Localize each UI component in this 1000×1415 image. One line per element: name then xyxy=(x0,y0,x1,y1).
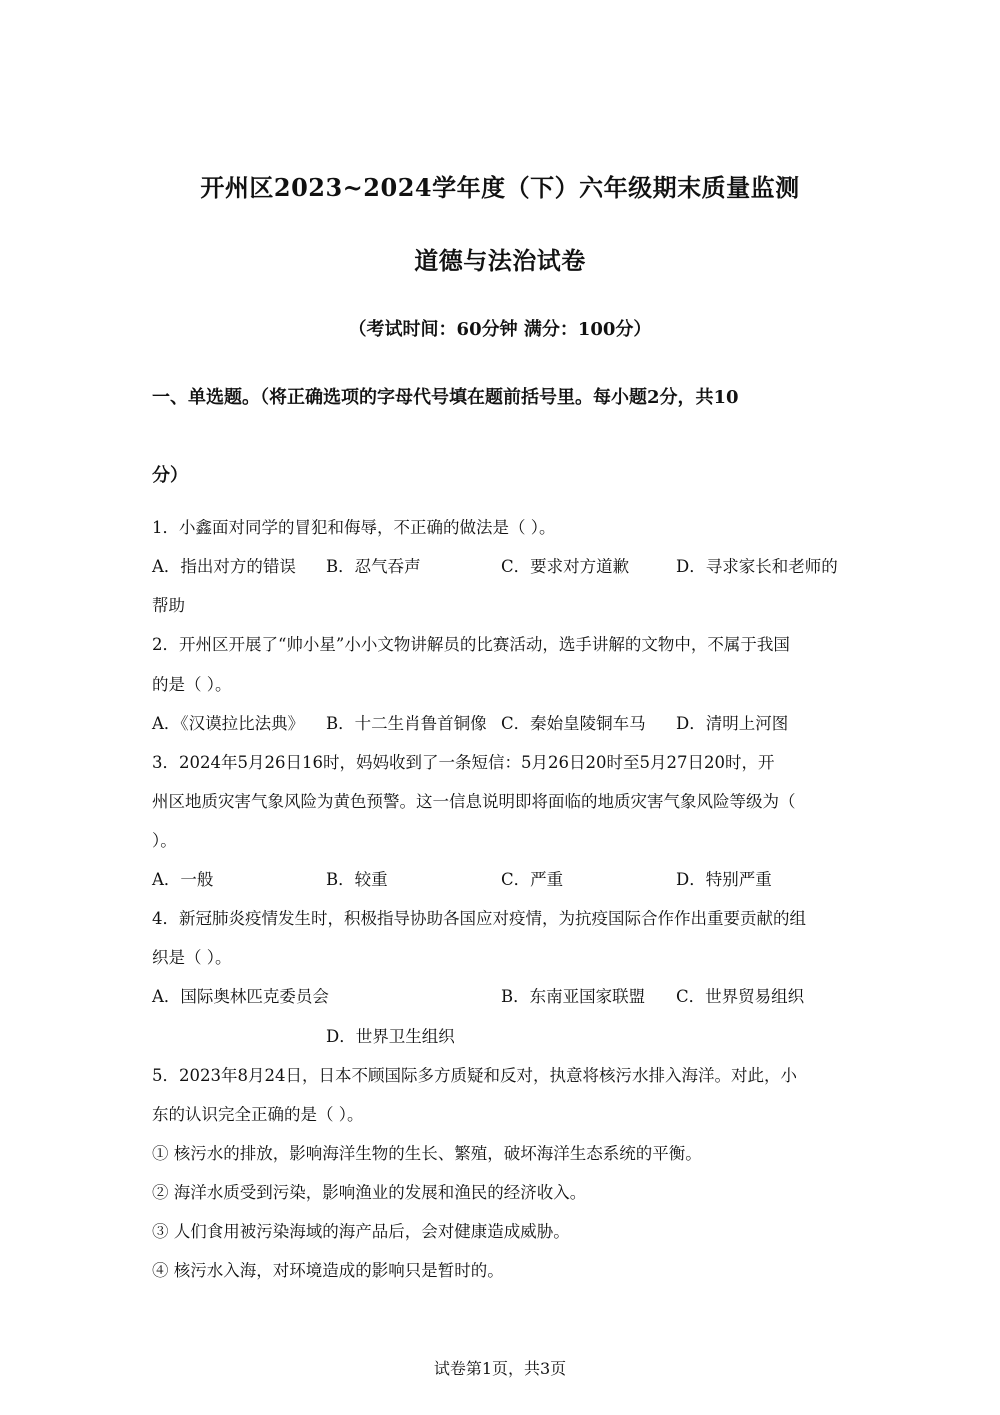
question-1-option-a: A．指出对方的错误 xyxy=(152,557,296,576)
question-3-stem-continued: 州区地质灾害气象风险为黄色预警。这一信息说明即将面临的地质灾害气象风险等级为（ xyxy=(152,792,796,811)
question-3-option-a: A．一般 xyxy=(152,870,214,889)
question-5-statement-1: ① 核污水的排放，影响海洋生物的生长、繁殖，破坏海洋生态系统的平衡。 xyxy=(152,1144,702,1163)
question-1-option-c: C．要求对方道歉 xyxy=(501,557,630,576)
exam-info: （考试时间：60分钟 满分：100分） xyxy=(348,319,652,340)
question-4-stem: 4．新冠肺炎疫情发生时，积极指导协助各国应对疫情，为抗疫国际合作作出重要贡献的组 xyxy=(152,909,806,928)
question-2-option-b: B．十二生肖鲁首铜像 xyxy=(326,714,487,733)
question-4-option-b: B．东南亚国家联盟 xyxy=(501,987,646,1006)
subject-title: 道德与法治试卷 xyxy=(414,246,586,275)
question-3-option-d: D．特别严重 xyxy=(676,870,772,889)
section-heading-continued: 分） xyxy=(152,465,188,486)
question-2-stem-continued: 的是（ ）。 xyxy=(152,675,232,694)
question-4-option-a: A．国际奥林匹克委员会 xyxy=(152,987,329,1006)
page-footer: 试卷第1页，共3页 xyxy=(433,1359,567,1378)
question-3-option-b: B．较重 xyxy=(326,870,388,889)
section-heading: 一、单选题。（将正确选项的字母代号填在题前括号里。每小题2分，共10 xyxy=(152,387,739,408)
question-5-statement-3: ③ 人们食用被污染海域的海产品后，会对健康造成威胁。 xyxy=(152,1222,570,1241)
question-5-statement-4: ④ 核污水入海，对环境造成的影响只是暂时的。 xyxy=(152,1261,504,1280)
question-2-option-d: D．清明上河图 xyxy=(676,714,789,733)
question-1-option-d: D．寻求家长和老师的 xyxy=(676,557,838,576)
question-5-statement-2: ② 海洋水质受到污染，影响渔业的发展和渔民的经济收入。 xyxy=(152,1183,587,1202)
exam-title: 开州区2023~2024学年度（下）六年级期末质量监测 xyxy=(200,173,800,202)
question-5-stem-continued: 东的认识完全正确的是（ ）。 xyxy=(152,1105,364,1124)
question-4-stem-continued: 织是（ ）。 xyxy=(152,948,232,967)
question-3-stem: 3．2024年5月26日16时，妈妈收到了一条短信：5月26日20时至5月27日20时，开 xyxy=(152,753,775,772)
question-4-option-d: D．世界卫生组织 xyxy=(326,1027,455,1046)
question-2-option-a: A．《汉谟拉比法典》 xyxy=(152,714,305,733)
question-2-option-c: C．秦始皇陵铜车马 xyxy=(501,714,646,733)
question-1-stem: 1．小鑫面对同学的冒犯和侮辱，不正确的做法是（ ）。 xyxy=(152,518,556,537)
question-3-option-c: C．严重 xyxy=(501,870,564,889)
question-3-stem-end: ）。 xyxy=(152,831,177,850)
question-4-option-c: C．世界贸易组织 xyxy=(676,987,805,1006)
question-1-option-d-continued: 帮助 xyxy=(152,596,185,615)
question-2-stem: 2．开州区开展了“帅小星”小小文物讲解员的比赛活动，选手讲解的文物中，不属于我国 xyxy=(152,635,790,654)
question-5-stem: 5．2023年8月24日，日本不顾国际多方质疑和反对，执意将核污水排入海洋。对此，小 xyxy=(152,1066,797,1085)
question-1-option-b: B．忍气吞声 xyxy=(326,557,421,576)
